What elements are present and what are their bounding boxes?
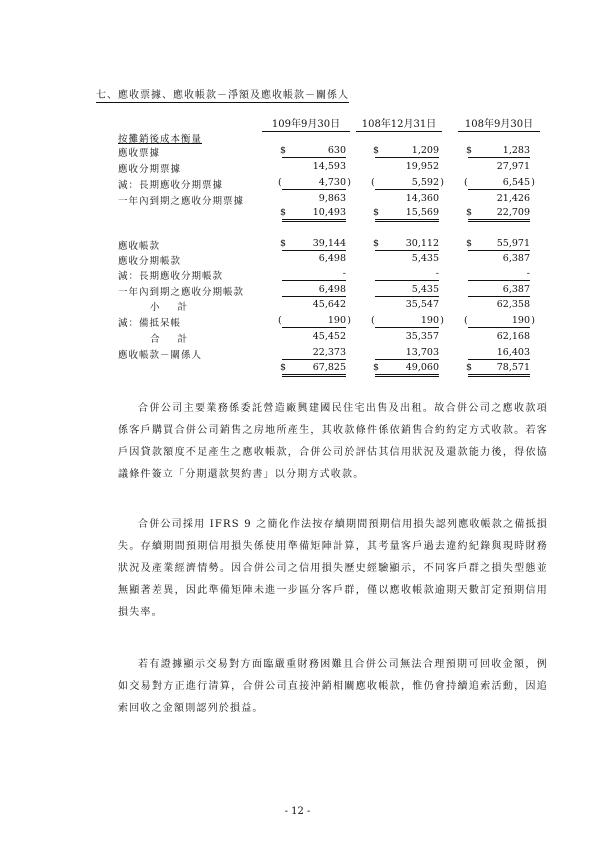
paren-open: ( — [278, 177, 282, 188]
amount-value: - — [526, 268, 530, 279]
amount-value: 5,592 — [411, 177, 439, 188]
row-label: 一年內到期之應收分期帳款 — [118, 287, 245, 298]
row-label: 應收帳款－關係人 — [118, 350, 203, 361]
row-label: 減：備抵呆帳 — [118, 318, 182, 329]
amount-value: 35,357 — [405, 331, 439, 342]
table-cell — [468, 299, 530, 311]
amount-value: 49,060 — [405, 362, 439, 373]
amount-value: 62,358 — [496, 299, 530, 310]
table-cell — [468, 331, 530, 343]
amount-value: 16,403 — [496, 347, 530, 358]
amount-value: 190 — [511, 315, 530, 326]
amount-value: 14,593 — [312, 161, 346, 172]
table-cell — [468, 347, 530, 360]
amount-value: 27,971 — [496, 161, 530, 172]
dollar-sign: $ — [280, 145, 287, 156]
page-number: - 12 - — [284, 806, 311, 817]
table-cell — [282, 238, 346, 251]
amount-value: 6,498 — [318, 284, 346, 295]
table-cell — [282, 299, 346, 311]
paragraph-3: 若有證據顯示交易對方面臨嚴重財務困難且合併公司無法合理預期可回收金額，例如交易對方正進行清算，合併公司直接沖銷相關應收帳款，惟仍會持續追索活動，因追索回收之金額則認列於損益。 — [118, 659, 548, 714]
amount-value: 78,571 — [496, 362, 530, 373]
table-cell — [282, 253, 346, 265]
table-cell — [464, 315, 535, 328]
amount-value: 190 — [327, 315, 346, 326]
row-label: 一年內到期之應收分期票據 — [118, 196, 245, 207]
amount-value: 1,209 — [411, 145, 439, 156]
dollar-sign: $ — [280, 238, 287, 249]
table-cell — [468, 284, 530, 297]
amount-value: 6,387 — [502, 284, 530, 295]
table-cell — [282, 347, 346, 360]
amount-value: 45,642 — [312, 299, 346, 310]
row-label: 減：長期應收分期帳款 — [118, 271, 224, 282]
table-cell — [468, 207, 530, 222]
table-cell — [278, 177, 351, 190]
amount-value: 39,144 — [312, 238, 346, 249]
row-label: 應收票據 — [118, 148, 161, 159]
paren-close: ) — [531, 315, 535, 326]
amount-value: 9,863 — [318, 193, 346, 204]
table-cell — [375, 331, 439, 343]
amount-value: 14,360 — [405, 193, 439, 204]
row-label: 應收帳款 — [118, 241, 161, 252]
table-cell — [282, 193, 346, 205]
amount-value: - — [435, 268, 439, 279]
table-cell — [282, 161, 346, 173]
table-cell — [468, 253, 530, 265]
table-cell — [468, 362, 530, 377]
dollar-sign: $ — [280, 362, 287, 373]
amount-value: 6,387 — [502, 253, 530, 264]
amount-value: 6,498 — [318, 253, 346, 264]
table-cell — [468, 238, 530, 251]
table-cell — [282, 207, 346, 222]
amount-value: 22,373 — [312, 347, 346, 358]
paren-open: ( — [371, 315, 375, 326]
row-label: 小計 — [150, 302, 206, 313]
amount-value: 6,545 — [502, 177, 530, 188]
table-cell — [371, 177, 444, 190]
paren-close: ) — [347, 315, 351, 326]
paren-close: ) — [440, 177, 444, 188]
amount-value: 10,493 — [312, 207, 346, 218]
table-cell — [375, 268, 439, 281]
dollar-sign: $ — [373, 145, 380, 156]
row-label: 合計 — [150, 334, 206, 345]
table-cell — [468, 145, 530, 158]
row-label: 應收分期帳款 — [118, 256, 182, 267]
section-heading: 七、應收票據、應收帳款－淨額及應收帳款－關係人 — [96, 86, 349, 103]
dollar-sign: $ — [373, 238, 380, 249]
table-cell — [282, 284, 346, 297]
table-cell — [468, 268, 530, 281]
column-header-2020-09-30: 109年9月30日 — [262, 115, 350, 132]
table-cell — [375, 347, 439, 360]
table-cell — [278, 315, 351, 328]
table-cell — [282, 268, 346, 281]
amount-value: 15,569 — [405, 207, 439, 218]
paren-open: ( — [371, 177, 375, 188]
amount-value: 45,452 — [312, 331, 346, 342]
table-cell — [468, 161, 530, 173]
dollar-sign: $ — [280, 207, 287, 218]
amount-value: - — [342, 268, 346, 279]
dollar-sign: $ — [466, 207, 473, 218]
amount-value: 62,168 — [496, 331, 530, 342]
row-label: 減：長期應收分期票據 — [118, 180, 224, 191]
table-cell — [375, 193, 439, 205]
amount-value: 55,971 — [496, 238, 530, 249]
paren-open: ( — [464, 177, 468, 188]
table-cell — [375, 207, 439, 222]
amount-value: 30,112 — [405, 238, 439, 249]
amount-value: 630 — [327, 145, 346, 156]
paren-open: ( — [278, 315, 282, 326]
table-cell — [375, 362, 439, 377]
table-cell — [464, 177, 535, 190]
paren-close: ) — [440, 315, 444, 326]
table-cell — [375, 161, 439, 173]
dollar-sign: $ — [373, 207, 380, 218]
amount-value: 67,825 — [312, 362, 346, 373]
amount-value: 190 — [420, 315, 439, 326]
table-cell — [375, 284, 439, 297]
table-cell — [282, 331, 346, 343]
amount-value: 13,703 — [405, 347, 439, 358]
dollar-sign: $ — [466, 145, 473, 156]
dollar-sign: $ — [373, 362, 380, 373]
paragraph-2: 合併公司採用 IFRS 9 之簡化作法按存續期間預期信用損失認列應收帳款之備抵損失。存續期間預期信用損失係使用準備矩陣計算，其考量客戶過去違約紀錄與現時財務狀況及產業經濟情勢。因合併公司之信用損失歷史經驗顯示，不同客戶群之損失型態並無顯著差異，因此準備矩陣未進一步區分客戶群，僅以應收帳款逾期天數訂定預期信用損失率。 — [118, 519, 548, 618]
amount-value: 5,435 — [411, 253, 439, 264]
dollar-sign: $ — [466, 362, 473, 373]
table-cell — [371, 315, 444, 328]
table-cell — [282, 362, 346, 377]
amount-value: 19,952 — [405, 161, 439, 172]
amount-value: 1,283 — [502, 145, 530, 156]
paragraph-1: 合併公司主要業務係委託營造廠興建國民住宅出售及出租。故合併公司之應收款項係客戶購買合併公司銷售之房地所產生，其收款條件係依銷售合約約定方式收款。若客戶因貸款額度不足產生之應收帳款，合併公司於評估其信用狀況及還款能力後，得依協議條件簽立「分期還款契約書」以分期方式收款。 — [118, 403, 548, 480]
paren-close: ) — [531, 177, 535, 188]
amount-value: 21,426 — [496, 193, 530, 204]
amount-value: 22,709 — [496, 207, 530, 218]
column-header-2019-09-30: 108年9月30日 — [458, 115, 540, 132]
table-cell — [375, 299, 439, 311]
amount-value: 35,547 — [405, 299, 439, 310]
table-cell — [375, 253, 439, 265]
paren-open: ( — [464, 315, 468, 326]
paren-close: ) — [347, 177, 351, 188]
table-cell — [468, 193, 530, 205]
amount-value: 4,730 — [318, 177, 346, 188]
table-cell — [375, 145, 439, 158]
table-cell — [282, 145, 346, 158]
dollar-sign: $ — [466, 238, 473, 249]
row-label: 應收分期票據 — [118, 164, 182, 175]
column-header-2019-12-31: 108年12月31日 — [356, 115, 442, 132]
table-cell — [375, 238, 439, 251]
amount-value: 5,435 — [411, 284, 439, 295]
